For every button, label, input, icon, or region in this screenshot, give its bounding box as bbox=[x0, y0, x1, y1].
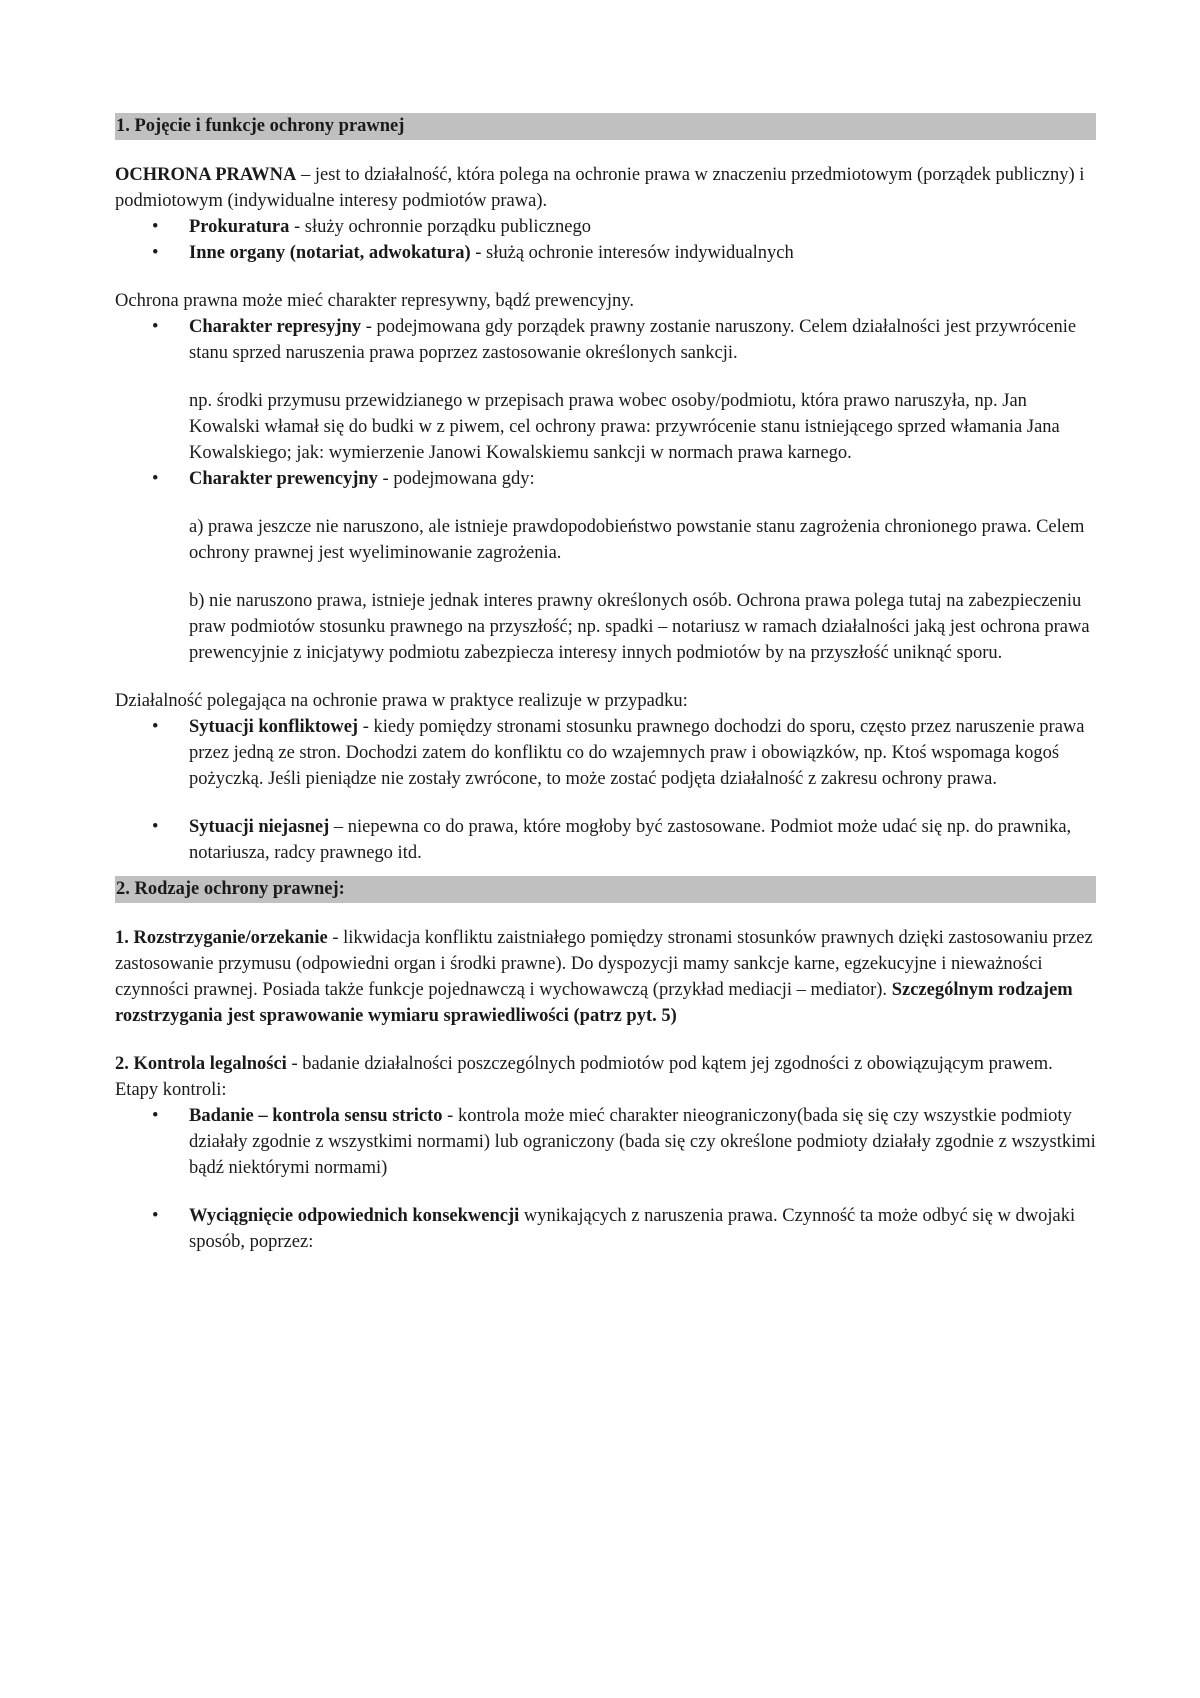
list-item bbox=[115, 466, 1096, 492]
bullet-icon: • bbox=[152, 243, 159, 263]
control-step-term: Wyciągnięcie odpowiednich konsekwencji bbox=[189, 1206, 520, 1226]
control-step-text: - kontrola może mieć charakter nieograniczony(bada się się czy wszystkie podmioty działały zgodnie z wszystkimi normami) lub ograniczony (bada się czy określone podmioty działały zgodnie z wszystkimi bądź niektórymi normami) bbox=[189, 1106, 1096, 1178]
repressive-term: Charakter represyjny bbox=[189, 317, 362, 337]
situation-term: Sytuacji niejasnej bbox=[189, 817, 330, 837]
list-item bbox=[115, 314, 1096, 366]
character-intro: Ochrona prawna może mieć charakter represywny, bądź prewencyjny. bbox=[115, 291, 634, 311]
organ-text: - służą ochronie interesów indywidualnych bbox=[470, 243, 794, 263]
definition-text: – jest to działalność, która polega na ochronie prawa w znaczeniu przedmiotowym (porządek publiczny) i podmiotowym (indywidualne interesy podmiotów prawa). bbox=[115, 165, 1085, 211]
situation-text: - kiedy pomiędzy stronami stosunku prawnego dochodzi do sporu, często przez naruszenie prawa przez jedną ze stron. Dochodzi zatem do konfliktu co do wzajemnych praw i obowiązków, np. Ktoś wspomaga kogoś pożyczką. Jeśli pieniądze nie zostały zwrócone, to może zostać podjęta działalność z zakresu ochrony prawa. bbox=[189, 717, 1085, 789]
list-item bbox=[115, 714, 1096, 792]
item-2-text: - badanie działalności poszczególnych podmiotów pod kątem jej zgodności z obowiązującym prawem. Etapy kontroli: bbox=[115, 1054, 1053, 1100]
repressive-example: np. środki przymusu przewidzianego w przepisach prawa wobec osoby/podmiotu, która prawo naruszyła, np. Jan Kowalski włamał się do budki w z piwem, cel ochrony prawa: przywrócenie stanu istniejącego sprzed włamania Jana Kowalskiego; jak: wymierzenie Janowi Kowalskiemu sankcji w normach prawa karnego. bbox=[189, 391, 1060, 463]
item-2-term: 2. Kontrola legalności bbox=[115, 1054, 287, 1074]
bullet-icon: • bbox=[152, 217, 159, 237]
organs-list bbox=[115, 214, 1096, 266]
control-step-term: Badanie – kontrola sensu stricto bbox=[189, 1106, 443, 1126]
preventive-point-b: b) nie naruszono prawa, istnieje jednak interes prawny określonych osób. Ochrona prawa polega tutaj na zabezpieczeniu praw podmiotów stosunku prawnego na przyszłość; np. spadki – notariusz w ramach działalności jaką jest ochrona prawa prewencyjnie z inicjatywy podmiotu zabezpiecza interesy innych podmiotów by na przyszłość uniknąć sporu. bbox=[189, 591, 1090, 663]
preventive-point-a: a) prawa jeszcze nie naruszono, ale istnieje prawdopodobieństwo powstanie stanu zagrożenia chronionego prawa. Celem ochrony prawnej jest wyeliminowanie zagrożenia. bbox=[189, 517, 1085, 563]
item-1-term: 1. Rozstrzyganie/orzekanie bbox=[115, 928, 328, 948]
list-item bbox=[115, 1103, 1096, 1181]
list-item bbox=[115, 240, 1096, 266]
situation-term: Sytuacji konfliktowej bbox=[189, 717, 359, 737]
situations-list bbox=[115, 714, 1096, 866]
repressive-list bbox=[115, 314, 1096, 366]
bullet-icon: • bbox=[152, 817, 159, 837]
control-steps-list bbox=[115, 1103, 1096, 1255]
definition-term: OCHRONA PRAWNA bbox=[115, 165, 297, 185]
activity-intro: Działalność polegająca na ochronie prawa w praktyce realizuje w przypadku: bbox=[115, 691, 688, 711]
situation-text: – niepewna co do prawa, które mogłoby być zastosowane. Podmiot może udać się np. do prawnika, notariusza, radcy prawnego itd. bbox=[189, 817, 1072, 863]
preventive-term: Charakter prewencyjny bbox=[189, 469, 378, 489]
organ-term: Inne organy (notariat, adwokatura) bbox=[189, 243, 471, 263]
definition-paragraph bbox=[115, 162, 1096, 214]
organ-text: - służy ochronnie porządku publicznego bbox=[289, 217, 591, 237]
list-item bbox=[115, 1203, 1096, 1255]
bullet-icon: • bbox=[152, 1106, 159, 1126]
bullet-icon: • bbox=[152, 1206, 159, 1226]
item-1-text: - likwidacja konfliktu zaistniałego pomiędzy stronami stosunków prawnych dzięki zastosowaniu przez zastosowanie przymusu (odpowiedni organ i środki prawne). Do dyspozycji mamy sankcje karne, egzekucyjne i nieważności czynności prawnej. Posiada także funkcje pojednawczą i wychowawczą (przykład mediacji – mediator). bbox=[115, 928, 1093, 1000]
section-2-heading: 2. Rodzaje ochrony prawnej: bbox=[115, 876, 1096, 903]
bullet-icon: • bbox=[152, 469, 159, 489]
list-item bbox=[115, 814, 1096, 866]
item-1-bold-end: Szczególnym rodzajem rozstrzygania jest sprawowanie wymiaru sprawiedliwości (patrz pyt. 5) bbox=[115, 980, 1073, 1026]
list-item bbox=[115, 214, 1096, 240]
section-1-heading: 1. Pojęcie i funkcje ochrony prawnej bbox=[115, 113, 1096, 140]
control-step-text: wynikających z naruszenia prawa. Czynność ta może odbyć się w dwojaki sposób, poprzez: bbox=[189, 1206, 1076, 1252]
preventive-text: - podejmowana gdy: bbox=[377, 469, 535, 489]
bullet-icon: • bbox=[152, 717, 159, 737]
section-2-item-1 bbox=[115, 925, 1096, 1029]
section-2-item-2 bbox=[115, 1051, 1096, 1103]
organ-term: Prokuratura bbox=[189, 217, 290, 237]
preventive-list bbox=[115, 466, 1096, 492]
repressive-text: - podejmowana gdy porządek prawny zostanie naruszony. Celem działalności jest przywrócenie stanu sprzed naruszenia prawa poprzez zastosowanie określonych sankcji. bbox=[189, 317, 1077, 363]
bullet-icon: • bbox=[152, 317, 159, 337]
